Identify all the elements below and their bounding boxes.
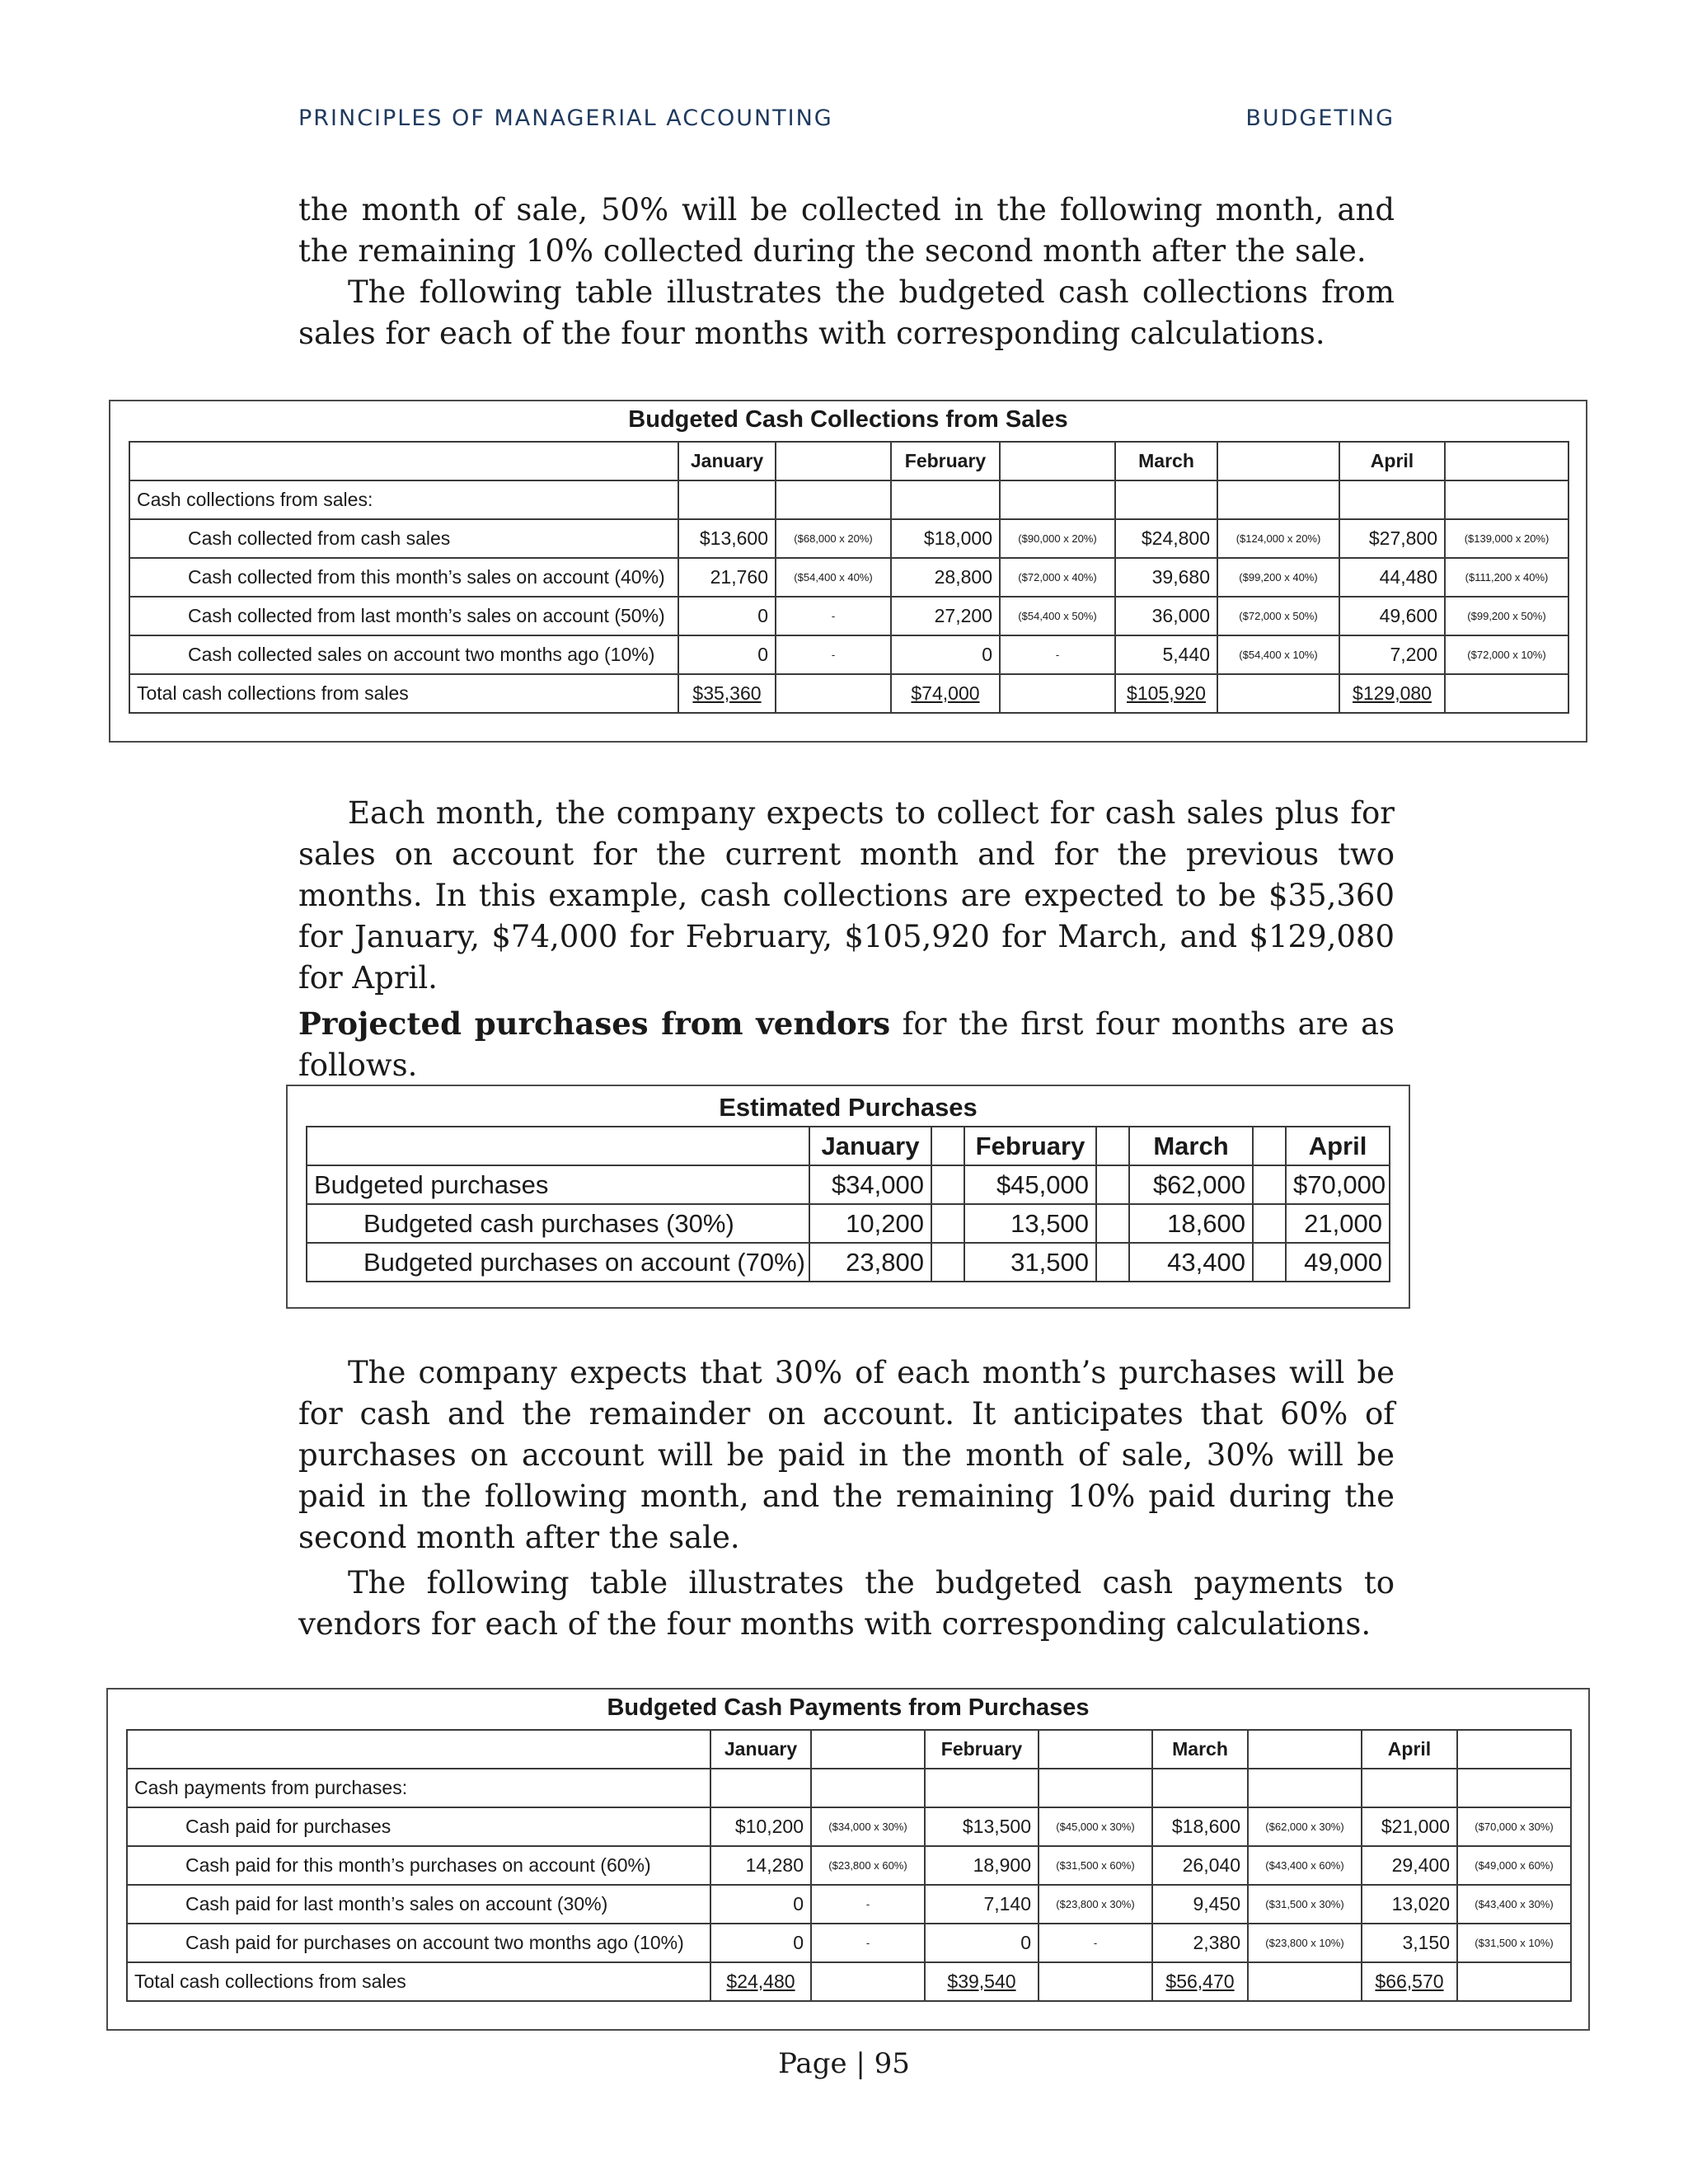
header-month: April [1362, 1730, 1457, 1769]
calc-cell: - [811, 1885, 925, 1924]
cash-collections-grid [129, 441, 1569, 714]
calc-cell: ($31,500 x 10%) [1457, 1924, 1571, 1962]
row-label: Cash paid for purchases [127, 1807, 710, 1846]
header-month: March [1152, 1730, 1248, 1769]
amount-cell: $18,600 [1152, 1807, 1248, 1846]
amount-cell: 3,150 [1362, 1924, 1457, 1962]
amount-cell: 44,480 [1339, 558, 1445, 597]
row-label: Cash paid for last month’s sales on account (30%) [127, 1885, 710, 1924]
cash-payments-grid [126, 1729, 1572, 2002]
calc-cell: ($43,400 x 30%) [1457, 1885, 1571, 1924]
section-row [127, 1769, 1571, 1807]
row-label: Cash collected from cash sales [129, 519, 678, 558]
bold-term: Projected purchases from vendors [298, 1005, 891, 1042]
calc-cell: ($23,800 x 30%) [1039, 1885, 1152, 1924]
purchases-intro-text [298, 1003, 1395, 1086]
amount-cell: $18,000 [891, 519, 1000, 558]
header-month: February [925, 1730, 1039, 1769]
row-label: Budgeted purchases on account (70%) [307, 1243, 809, 1282]
paragraph-payments-rule: The company expects that 30% of each month’s purchases will be for cash and the remainder on account. It anticipates that 60% of purchases on account will be paid in the month of sale, 30% will be paid in the following month, and the remaining 10% paid during the second month after the sale. [298, 1355, 1395, 1555]
total-amount: $24,480 [710, 1962, 811, 2001]
header-month: March [1129, 1127, 1253, 1165]
calc-cell: ($72,000 x 50%) [1217, 597, 1339, 635]
running-header-chapter: BUDGETING [1245, 105, 1395, 131]
amount-cell: 0 [678, 635, 776, 674]
amount-cell: $13,500 [925, 1807, 1039, 1846]
total-amount: $35,360 [678, 674, 776, 713]
calc-cell: ($43,400 x 60%) [1248, 1846, 1362, 1885]
total-amount: $74,000 [891, 674, 1000, 713]
amount-cell: 26,040 [1152, 1846, 1248, 1885]
header-blank [307, 1127, 809, 1165]
amount-cell: $21,000 [1362, 1807, 1457, 1846]
estimated-purchases-grid [306, 1126, 1390, 1282]
calc-cell: ($54,400 x 40%) [776, 558, 891, 597]
amount-cell: 7,200 [1339, 635, 1445, 674]
header-month: April [1286, 1127, 1390, 1165]
amount-cell: $24,800 [1115, 519, 1217, 558]
calc-cell: ($34,000 x 30%) [811, 1807, 925, 1846]
amount-cell: 49,000 [1286, 1243, 1390, 1282]
amount-cell: 29,400 [1362, 1846, 1457, 1885]
total-amount: $66,570 [1362, 1962, 1457, 2001]
calc-cell: ($124,000 x 20%) [1217, 519, 1339, 558]
calc-cell: ($31,500 x 60%) [1039, 1846, 1152, 1885]
cash-collections-table [109, 400, 1587, 743]
table-row [127, 1924, 1571, 1962]
amount-cell: $10,200 [710, 1807, 811, 1846]
calc-cell: ($99,200 x 50%) [1445, 597, 1568, 635]
paragraph-collections-intro: The following table illustrates the budgeted cash collections from sales for each of the four months with corresponding calculations. [298, 274, 1395, 351]
row-label: Cash paid for this month’s purchases on account (60%) [127, 1846, 710, 1885]
section-label: Cash collections from sales: [129, 480, 678, 519]
amount-cell: $27,800 [1339, 519, 1445, 558]
calc-cell: - [1000, 635, 1115, 674]
total-label: Total cash collections from sales [127, 1962, 710, 2001]
header-month: January [809, 1127, 931, 1165]
total-amount: $56,470 [1152, 1962, 1248, 2001]
intro-text [298, 190, 1395, 354]
header-blank [129, 442, 678, 480]
calc-cell: ($90,000 x 20%) [1000, 519, 1115, 558]
calc-cell: - [776, 635, 891, 674]
table-row [127, 1807, 1571, 1846]
section-row [129, 480, 1568, 519]
calc-cell: ($72,000 x 10%) [1445, 635, 1568, 674]
row-label: Budgeted cash purchases (30%) [307, 1204, 809, 1243]
amount-cell: 31,500 [964, 1243, 1096, 1282]
calc-cell: - [1039, 1924, 1152, 1962]
calc-cell: ($99,200 x 40%) [1217, 558, 1339, 597]
cash-payments-table [106, 1688, 1590, 2031]
amount-cell: 36,000 [1115, 597, 1217, 635]
calc-cell: ($23,800 x 60%) [811, 1846, 925, 1885]
header-blank [127, 1730, 710, 1769]
table-row [307, 1243, 1390, 1282]
amount-cell: 0 [710, 1924, 811, 1962]
amount-cell: 18,900 [925, 1846, 1039, 1885]
amount-cell: 5,440 [1115, 635, 1217, 674]
header-month: February [891, 442, 1000, 480]
table-title: Budgeted Cash Collections from Sales [628, 406, 1068, 433]
calc-cell: ($31,500 x 30%) [1248, 1885, 1362, 1924]
calc-cell: - [776, 597, 891, 635]
header-month: March [1115, 442, 1217, 480]
amount-cell: $70,000 [1286, 1165, 1390, 1204]
row-label: Cash collected from last month’s sales on account (50%) [129, 597, 678, 635]
amount-cell: $45,000 [964, 1165, 1096, 1204]
amount-cell: 43,400 [1129, 1243, 1253, 1282]
paragraph-payments-intro: The following table illustrates the budgeted cash payments to vendors for each of the four months with corresponding calculations. [298, 1565, 1395, 1642]
amount-cell: 13,500 [964, 1204, 1096, 1243]
table-row [129, 558, 1568, 597]
table-header-row [127, 1730, 1571, 1769]
amount-cell: 7,140 [925, 1885, 1039, 1924]
calc-cell: ($54,400 x 10%) [1217, 635, 1339, 674]
total-amount: $39,540 [925, 1962, 1039, 2001]
amount-cell: 14,280 [710, 1846, 811, 1885]
amount-cell: 21,760 [678, 558, 776, 597]
payments-rule-text [298, 1352, 1395, 1558]
row-label: Cash collected from this month’s sales on account (40%) [129, 558, 678, 597]
total-amount: $129,080 [1339, 674, 1445, 713]
paragraph-purchases-intro [298, 1003, 1395, 1086]
calc-cell: ($62,000 x 30%) [1248, 1807, 1362, 1846]
section-label: Cash payments from purchases: [127, 1769, 710, 1807]
amount-cell: 13,020 [1362, 1885, 1457, 1924]
calc-cell: - [811, 1924, 925, 1962]
amount-cell: 2,380 [1152, 1924, 1248, 1962]
running-header-book-title: PRINCIPLES OF MANAGERIAL ACCOUNTING [298, 105, 833, 131]
calc-cell: ($45,000 x 30%) [1039, 1807, 1152, 1846]
amount-cell: 39,680 [1115, 558, 1217, 597]
amount-cell: 0 [710, 1885, 811, 1924]
amount-cell: 0 [678, 597, 776, 635]
amount-cell: 28,800 [891, 558, 1000, 597]
amount-cell: 18,600 [1129, 1204, 1253, 1243]
table-title: Estimated Purchases [719, 1093, 978, 1122]
table-header-row [307, 1127, 1390, 1165]
amount-cell: 0 [925, 1924, 1039, 1962]
total-amount: $105,920 [1115, 674, 1217, 713]
payments-intro-text [298, 1563, 1395, 1645]
table-row [127, 1885, 1571, 1924]
paragraph-collections-summary: Each month, the company expects to collect for cash sales plus for sales on account for the current month and for the previous two months. In this example, cash collections are expected to be $35,360 for January, $74,000 for February, $105,920 for March, and $129,080 for April. [298, 795, 1395, 996]
row-label: Cash collected sales on account two months ago (10%) [129, 635, 678, 674]
row-label: Cash paid for purchases on account two months ago (10%) [127, 1924, 710, 1962]
calc-cell: ($23,800 x 10%) [1248, 1924, 1362, 1962]
calc-cell: ($70,000 x 30%) [1457, 1807, 1571, 1846]
amount-cell: 27,200 [891, 597, 1000, 635]
calc-cell: ($111,200 x 40%) [1445, 558, 1568, 597]
table-row [307, 1204, 1390, 1243]
amount-cell: 21,000 [1286, 1204, 1390, 1243]
collections-summary-text [298, 793, 1395, 999]
page-number: Page | 95 [778, 2047, 910, 2080]
amount-cell: 0 [891, 635, 1000, 674]
header-month: January [710, 1730, 811, 1769]
header-month: February [964, 1127, 1096, 1165]
amount-cell: $34,000 [809, 1165, 931, 1204]
total-row [127, 1962, 1571, 2001]
table-header-row [129, 442, 1568, 480]
amount-cell: 49,600 [1339, 597, 1445, 635]
running-header [298, 105, 1395, 131]
amount-cell: $13,600 [678, 519, 776, 558]
paragraph-collections-rule: the month of sale, 50% will be collected in the following month, and the remaining 10% collected during the second month after the sale. [298, 192, 1395, 269]
row-label: Budgeted purchases [307, 1165, 809, 1204]
calc-cell: ($54,400 x 50%) [1000, 597, 1115, 635]
table-row [129, 519, 1568, 558]
amount-cell: $62,000 [1129, 1165, 1253, 1204]
header-month: January [678, 442, 776, 480]
calc-cell: ($72,000 x 40%) [1000, 558, 1115, 597]
table-row [129, 635, 1568, 674]
calc-cell: ($68,000 x 20%) [776, 519, 891, 558]
estimated-purchases-table [286, 1085, 1410, 1309]
paragraph-rest: for the first four months are as follows. [298, 1006, 1395, 1083]
table-row [307, 1165, 1390, 1204]
header-month: April [1339, 442, 1445, 480]
amount-cell: 9,450 [1152, 1885, 1248, 1924]
calc-cell: ($49,000 x 60%) [1457, 1846, 1571, 1885]
table-row [127, 1846, 1571, 1885]
total-label: Total cash collections from sales [129, 674, 678, 713]
table-title: Budgeted Cash Payments from Purchases [607, 1694, 1090, 1721]
table-row [129, 597, 1568, 635]
amount-cell: 23,800 [809, 1243, 931, 1282]
total-row [129, 674, 1568, 713]
calc-cell: ($139,000 x 20%) [1445, 519, 1568, 558]
amount-cell: 10,200 [809, 1204, 931, 1243]
